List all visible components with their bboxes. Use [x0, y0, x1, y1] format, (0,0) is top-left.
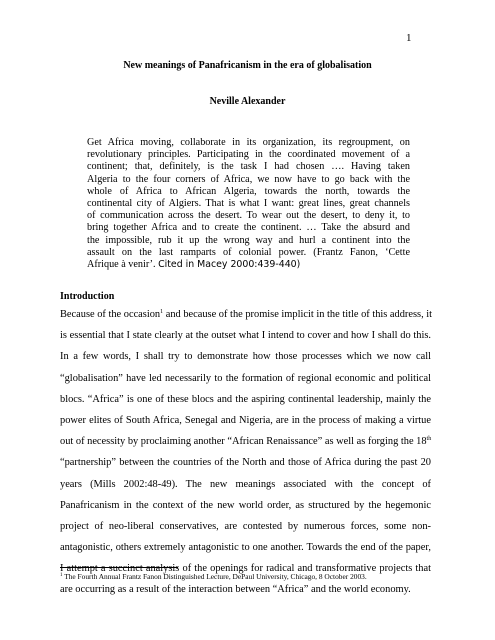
section-heading-introduction: Introduction	[60, 291, 115, 302]
body-line: I attempt a succinct analysis of the openings for radical and transformative projects that	[60, 563, 431, 575]
epigraph-line: Algeria to the four corners of Africa, we now have to go back with the	[87, 173, 410, 185]
body-line	[60, 309, 431, 330]
epigraph-line: continental city of Algiers. That is what I want: great lines, great channels	[87, 198, 410, 210]
epigraph-line: the impossible, rub it up the wrong way and hurl a continent into the	[87, 234, 410, 246]
body-line: antagonistic, others extremely antagonistic to one another. Towards the end of the paper,	[60, 542, 431, 554]
epigraph-last-line	[87, 259, 410, 271]
body-line: In a few words, I shall try to demonstrate how those processes which we now call	[60, 351, 431, 363]
body-line-text: and because of the promise implicit in the title of this address, it	[163, 309, 433, 320]
document-title: New meanings of Panafricanism in the era of globalisation	[123, 60, 372, 71]
body-line: blocs. “Africa” is one of these blocs and the aspiring continental leadership, mainly the	[60, 393, 431, 405]
body-line: are occurring as a result of the interaction between “Africa” and the world economy.	[60, 584, 411, 596]
body-line-text: out of necessity by proclaiming another “African Renaissance” as well as forging the 18	[60, 436, 427, 448]
body-line: “partnership” between the countries of the North and those of Africa during the past 20	[60, 457, 431, 469]
epigraph-line: bring together Africa and to create the continent. … Take the absurd and	[87, 222, 410, 234]
body-line: “globalisation” have led necessarily to the formation of regional economic and political	[60, 372, 431, 384]
body-line: is essential that I state clearly at the outset what I intend to cover and how I shall do this.	[60, 330, 431, 342]
epigraph-line: revolutionary principles. Participating in the coordinated movement of a	[87, 149, 410, 161]
footnote-text: The Fourth Annual Frantz Fanon Distinguished Lecture, DePaul University, Chicago, 8 October 2003.	[62, 572, 367, 581]
page-number: 1	[406, 32, 412, 44]
footnote-reference[interactable]: 1	[160, 309, 164, 315]
body-line: Panafricanism in the context of the new world order, as structured by the hegemonic	[60, 499, 431, 511]
epigraph-line-text: Afrique à venir’.	[87, 259, 156, 271]
superscript-ordinal: th	[426, 436, 432, 443]
introduction-body	[60, 309, 431, 606]
epigraph-line: assault on the last ramparts of colonial power. (Frantz Fanon, ‘Cette	[87, 246, 410, 258]
body-line: power elites of South Africa, Senegal and Nigeria, are in the process of making a virtue	[60, 414, 431, 426]
author-name: Neville Alexander	[209, 96, 286, 107]
epigraph-line: continent; that, definitely, is the task I had chosen …. Having taken	[87, 161, 410, 173]
body-line: project of neo-liberal conservatives, are contested by numerous forces, some non-	[60, 520, 431, 532]
epigraph-quote	[87, 137, 410, 271]
footnote-divider	[60, 567, 178, 568]
body-line: years (Mills 2002:48-49). The new meanings associated with the concept of	[60, 478, 431, 490]
epigraph-line: whole of Africa to African Algeria, towards the north, towards the	[87, 185, 410, 197]
footnote-marker: 1	[60, 573, 63, 578]
body-line	[60, 436, 431, 457]
epigraph-line: of communication across the desert. To wear out the desert, to deny it, to	[87, 210, 410, 222]
footnote	[60, 572, 367, 581]
epigraph-citation: Cited in Macey 2000:439-440)	[158, 259, 301, 271]
epigraph-line: Get Africa moving, collaborate in its organization, its regroupment, on	[87, 137, 410, 148]
body-line-text: Because of the occasion	[60, 309, 161, 320]
